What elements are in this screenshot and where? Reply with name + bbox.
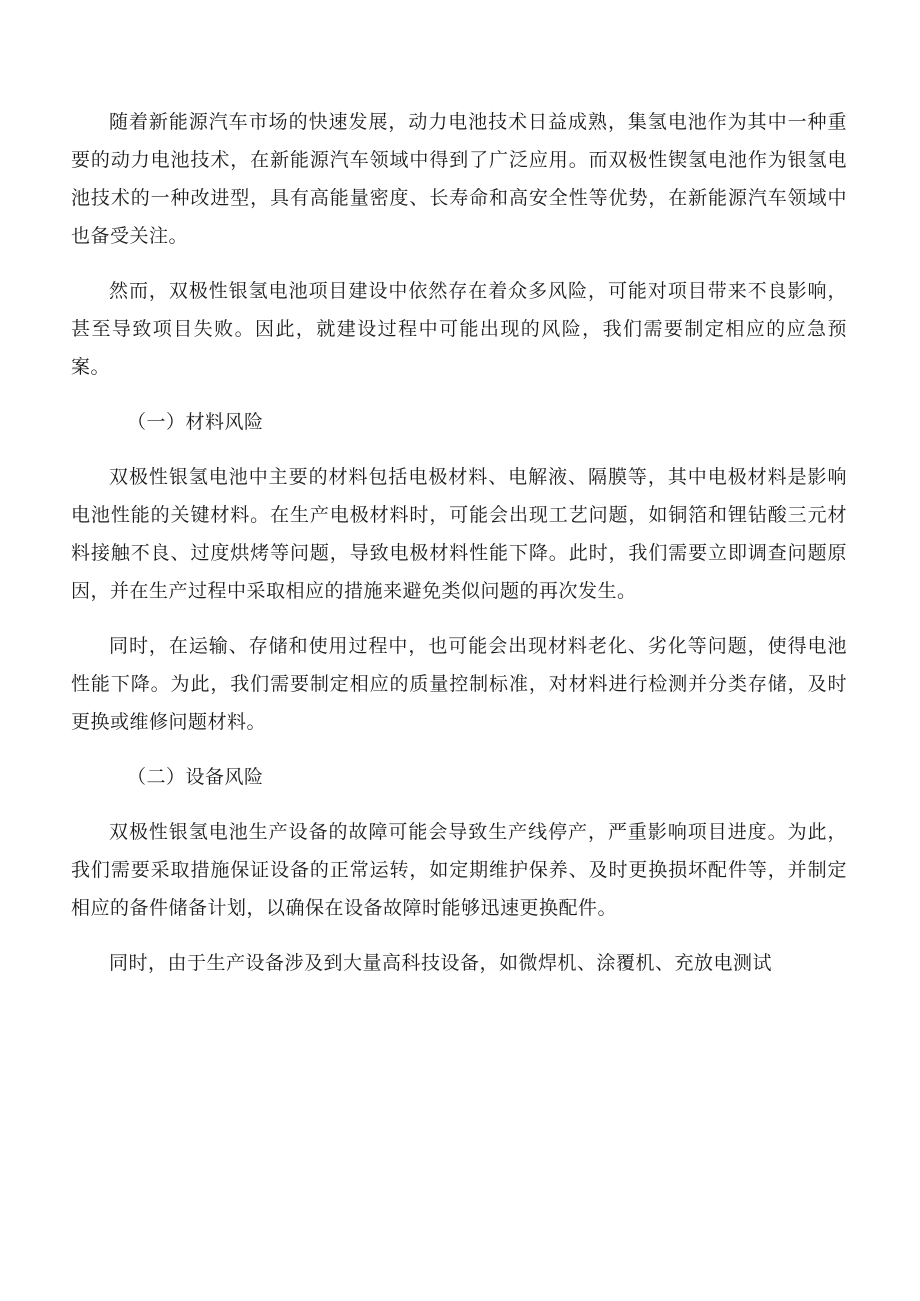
paragraph-gap <box>71 255 847 272</box>
paragraph-gap <box>71 741 847 758</box>
paragraph-material-risk: 双极性银氢电池中主要的材料包括电极材料、电解液、隔膜等，其中电极材料是影响电池性能的关键材料。在生产电极材料时，可能会出现工艺问题，如铜箔和锂钻酸三元材料接触不良、过度烘烤等问题，导致电极材料性能下降。此时，我们需要立即调查问题原因，并在生产过程中采取相应的措施来避免类似问题的再次发生。 <box>71 466 847 602</box>
paragraph-risks-overview: 然而，双极性银氢电池项目建设中依然存在着众多风险，可能对项目带来不良影响，甚至导致项目失败。因此，就建设过程中可能出现的风险，我们需要制定相应的应急预案。 <box>71 280 847 378</box>
document-body <box>71 103 847 982</box>
paragraph-material-storage: 同时，在运输、存储和使用过程中，也可能会出现材料老化、劣化等问题，使得电池性能下降。为此，我们需要制定相应的质量控制标准，对材料进行检测并分类存储，及时更换或维修问题材料。 <box>71 635 847 733</box>
paragraph-gap <box>71 927 847 944</box>
paragraph-gap <box>71 441 847 458</box>
paragraph-equipment-risk: 双极性银氢电池生产设备的故障可能会导致生产线停产，严重影响项目进度。为此，我们需要采取措施保证设备的正常运转，如定期维护保养、及时更换损坏配件等，并制定相应的备件储备计划，以确保在设备故障时能够迅速更换配件。 <box>71 821 847 919</box>
section-heading-equipment-risk: （二）设备风险 <box>127 766 264 788</box>
paragraph-intro: 随着新能源汽车市场的快速发展，动力电池技术日益成熟，集氢电池作为其中一种重要的动力电池技术，在新能源汽车领域中得到了广泛应用。而双极性锲氢电池作为银氢电池技术的一种改进型，具有高能量密度、长寿命和高安全性等优势，在新能源汽车领域中也备受关注。 <box>71 111 847 247</box>
paragraph-gap <box>71 386 847 403</box>
paragraph-gap <box>71 796 847 813</box>
paragraph-gap <box>71 610 847 627</box>
paragraph-equipment-hightech: 同时，由于生产设备涉及到大量高科技设备，如微焊机、涂覆机、充放电测试 <box>109 952 773 974</box>
section-heading-material-risk: （一）材料风险 <box>127 411 264 433</box>
